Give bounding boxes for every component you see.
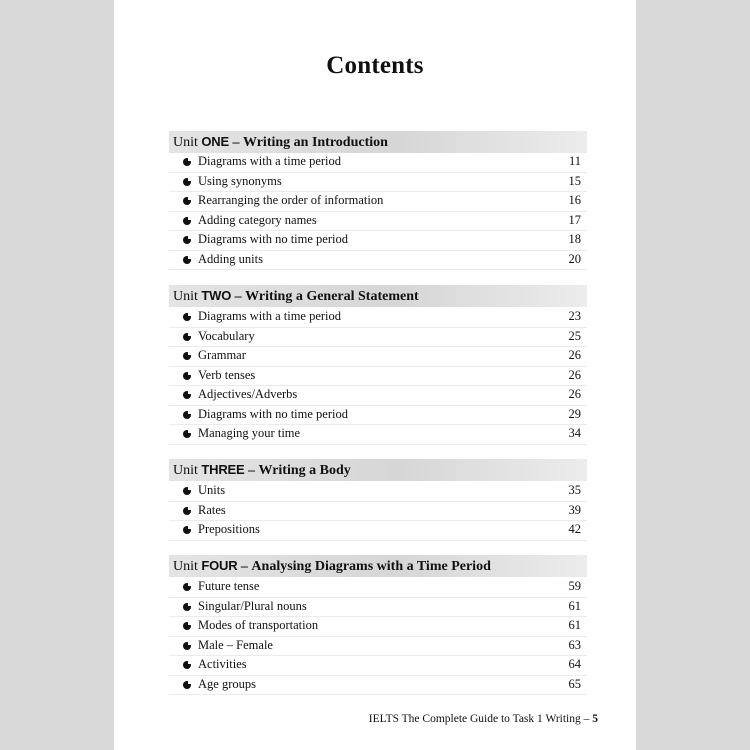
toc-entry <box>169 307 587 328</box>
entry-page-number: 18 <box>568 232 581 246</box>
unit-word: Unit <box>173 289 198 304</box>
document-page <box>114 0 636 750</box>
bullet-icon <box>183 526 191 534</box>
toc-entry <box>169 675 587 696</box>
page-footer <box>369 713 598 725</box>
entry-label: Diagrams with no time period <box>198 406 348 421</box>
toc-entry <box>169 230 587 251</box>
unit-separator: – <box>240 559 248 574</box>
entry-page-number: 26 <box>568 387 581 401</box>
bullet-icon <box>183 642 191 650</box>
entry-label: Vocabulary <box>198 328 255 343</box>
bullet-icon <box>183 430 191 438</box>
entry-page-number: 23 <box>568 309 581 323</box>
toc-entry <box>169 655 587 676</box>
bullet-icon <box>183 661 191 669</box>
unit-separator: – <box>232 135 240 150</box>
entry-page-number: 42 <box>568 522 581 536</box>
entry-label: Singular/Plural nouns <box>198 598 307 613</box>
toc-entry <box>169 346 587 367</box>
toc-entry <box>169 636 587 657</box>
entry-page-number: 29 <box>568 406 581 421</box>
entry-label: Diagrams with a time period <box>198 154 342 168</box>
entry-label: Using synonyms <box>198 173 282 188</box>
toc-entry <box>169 405 587 426</box>
entry-page-number: 17 <box>568 212 581 227</box>
bullet-icon <box>183 487 191 495</box>
page-title: Contents <box>326 52 424 79</box>
unit-number: THREE <box>201 462 245 477</box>
bullet-icon <box>183 217 191 225</box>
bullet-icon <box>183 507 191 515</box>
toc-entry <box>169 250 587 271</box>
entry-page-number: 20 <box>568 251 581 266</box>
toc-entry <box>169 385 587 406</box>
unit-separator: – <box>247 463 255 478</box>
entry-page-number: 16 <box>568 193 581 207</box>
entry-label: Male – Female <box>198 637 273 652</box>
entry-label: Modes of transportation <box>198 618 319 632</box>
entry-label: Rates <box>198 502 226 517</box>
unit-header-four <box>169 555 587 577</box>
bullet-icon <box>183 333 191 341</box>
unit-title: Analysing Diagrams with a Time Period <box>251 559 491 574</box>
unit-title: Writing an Introduction <box>242 135 388 150</box>
unit-separator: – <box>234 289 242 304</box>
bullet-icon <box>183 313 191 321</box>
entry-page-number: 39 <box>568 502 581 517</box>
unit-word: Unit <box>173 559 198 574</box>
entry-label: Future tense <box>198 579 260 593</box>
unit-number: ONE <box>201 134 229 149</box>
toc-entry <box>169 597 587 618</box>
toc-entry <box>169 501 587 522</box>
toc-entry <box>169 481 587 502</box>
toc-entry <box>169 211 587 232</box>
unit-title: Writing a General Statement <box>245 289 419 304</box>
bullet-icon <box>183 603 191 611</box>
bullet-icon <box>183 256 191 264</box>
unit-title: Writing a Body <box>258 463 351 478</box>
entry-label: Diagrams with no time period <box>198 232 348 246</box>
entry-label: Grammar <box>198 348 246 362</box>
bullet-icon <box>183 681 191 689</box>
toc-entry <box>169 152 587 173</box>
entry-label: Rearranging the order of information <box>198 193 384 207</box>
toc-entry <box>169 327 587 348</box>
unit-header-two <box>169 285 587 307</box>
entry-page-number: 61 <box>568 618 581 632</box>
entry-page-number: 34 <box>568 426 581 440</box>
bullet-icon <box>183 197 191 205</box>
entry-page-number: 15 <box>568 173 581 188</box>
toc-entry <box>169 172 587 193</box>
entry-page-number: 26 <box>568 367 581 382</box>
bullet-icon <box>183 372 191 380</box>
entry-label: Age groups <box>198 676 256 691</box>
entry-page-number: 65 <box>568 676 581 691</box>
bullet-icon <box>183 158 191 166</box>
entry-label: Prepositions <box>198 522 260 536</box>
entry-page-number: 61 <box>568 598 581 613</box>
bullet-icon <box>183 391 191 399</box>
unit-number: TWO <box>201 288 232 303</box>
entry-page-number: 64 <box>568 657 581 671</box>
toc-entry <box>169 366 587 387</box>
bullet-icon <box>183 352 191 360</box>
footer-page-number: 5 <box>592 713 598 725</box>
toc-entry <box>169 191 587 212</box>
unit-word: Unit <box>173 135 198 150</box>
entry-label: Activities <box>198 657 247 671</box>
unit-word: Unit <box>173 463 198 478</box>
toc-entry <box>169 424 587 445</box>
toc-entry <box>169 577 587 598</box>
toc-entry <box>169 616 587 637</box>
unit-number: FOUR <box>201 558 238 573</box>
unit-header-three <box>169 459 587 481</box>
entry-label: Verb tenses <box>198 367 256 382</box>
bullet-icon <box>183 622 191 630</box>
footer-text: IELTS The Complete Guide to Task 1 Writing – <box>368 713 590 725</box>
bullet-icon <box>183 583 191 591</box>
bullet-icon <box>183 236 191 244</box>
entry-label: Adding units <box>198 251 263 266</box>
toc-entry <box>169 520 587 541</box>
entry-page-number: 26 <box>568 348 581 362</box>
entry-page-number: 11 <box>568 154 581 168</box>
entry-label: Adjectives/Adverbs <box>198 387 298 401</box>
entry-label: Managing your time <box>198 426 301 440</box>
entry-page-number: 35 <box>568 483 581 497</box>
entry-label: Adding category names <box>198 212 317 227</box>
bullet-icon <box>183 178 191 186</box>
entry-label: Diagrams with a time period <box>198 309 342 323</box>
entry-page-number: 63 <box>568 637 581 652</box>
bullet-icon <box>183 411 191 419</box>
entry-page-number: 25 <box>568 328 581 343</box>
entry-label: Units <box>198 483 226 497</box>
entry-page-number: 59 <box>568 579 581 593</box>
unit-header-one <box>169 131 587 153</box>
